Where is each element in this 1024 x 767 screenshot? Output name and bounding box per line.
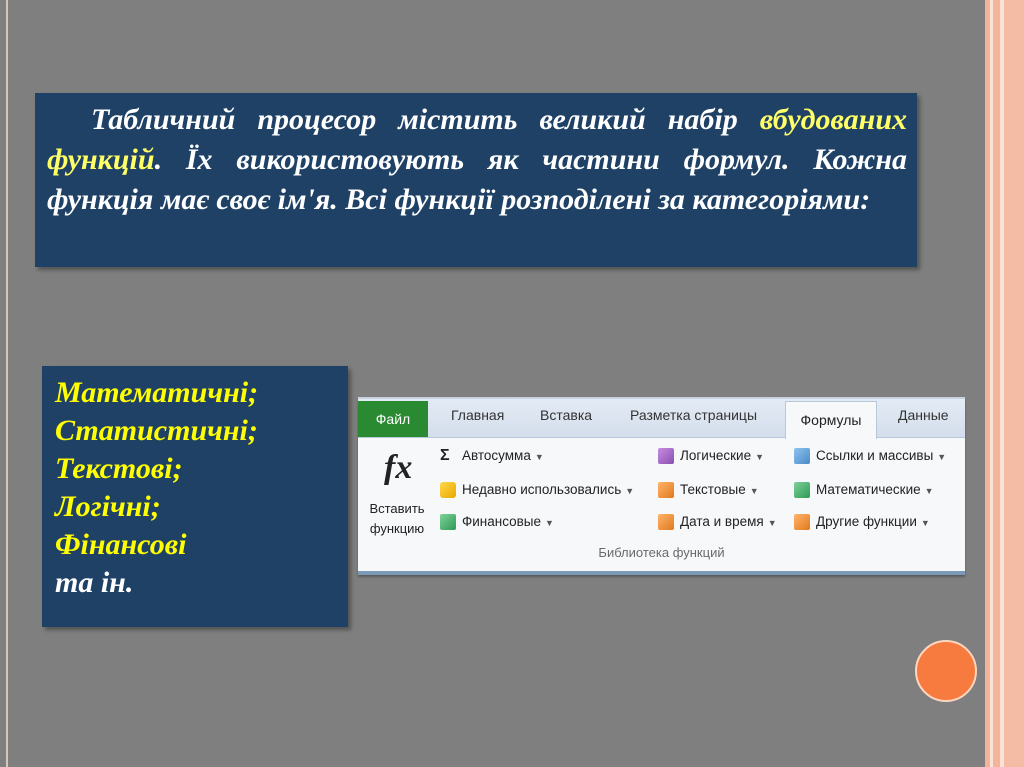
decor-stripe xyxy=(1004,0,1024,767)
dropdown-arrow-icon: ▼ xyxy=(924,486,934,496)
insert-function-line1: Вставить xyxy=(369,501,425,516)
tab-data[interactable]: Данные xyxy=(898,407,949,423)
more-functions-label: Другие функции ▼ xyxy=(816,514,930,529)
sigma-icon: Σ xyxy=(440,447,450,464)
slide-border-line xyxy=(6,0,8,767)
category-item: Математичні; xyxy=(55,376,259,409)
dropdown-arrow-icon: ▼ xyxy=(749,486,759,496)
financial-book-icon xyxy=(440,514,456,530)
financial-label: Финансовые ▼ xyxy=(462,514,554,529)
category-item: Статистичні; xyxy=(55,414,258,447)
insert-function-label xyxy=(364,499,430,539)
category-item: Текстові; xyxy=(55,452,183,485)
dropdown-arrow-icon: ▼ xyxy=(920,518,930,528)
insert-function-button[interactable] xyxy=(364,443,430,545)
decor-stripe xyxy=(993,0,1000,767)
fx-icon: fx xyxy=(384,449,413,486)
lookup-reference-label: Ссылки и массивы ▼ xyxy=(816,448,947,463)
intro-part1: Табличний процесор містить великий набір xyxy=(91,103,760,136)
function-library-group-label: Библиотека функций xyxy=(598,545,725,560)
tab-insert[interactable]: Вставка xyxy=(540,407,593,423)
insert-function-line2: функцию xyxy=(369,521,425,536)
dropdown-arrow-icon: ▼ xyxy=(755,452,765,462)
text-book-icon xyxy=(658,482,674,498)
category-item: Фінансові xyxy=(55,528,187,561)
autosum-label: Автосумма ▼ xyxy=(462,448,544,463)
text-functions-label: Текстовые ▼ xyxy=(680,482,759,497)
category-item-other: та ін. xyxy=(55,566,134,599)
intro-highlight: вбудованих функцій xyxy=(47,103,907,176)
tab-home[interactable]: Главная xyxy=(451,407,505,423)
categories-list xyxy=(55,374,258,602)
dropdown-arrow-icon: ▼ xyxy=(545,518,554,528)
decor-circle xyxy=(915,640,977,702)
dropdown-arrow-icon: ▼ xyxy=(625,486,635,496)
intro-text xyxy=(47,100,907,220)
category-item: Логічні; xyxy=(55,490,161,523)
more-functions-book-icon xyxy=(794,514,810,530)
lookup-book-icon xyxy=(794,448,810,464)
intro-part2: . Їх використовують як частини формул. Кожна функція має своє ім'я. Всі функції розподілені за категоріями: xyxy=(47,143,907,216)
date-book-icon xyxy=(658,514,674,530)
dropdown-arrow-icon: ▼ xyxy=(534,452,544,462)
math-book-icon xyxy=(794,482,810,498)
tab-formulas[interactable]: Формулы xyxy=(785,401,877,439)
ribbon-tabbar xyxy=(358,399,965,438)
dropdown-arrow-icon: ▼ xyxy=(767,518,777,528)
logical-book-icon xyxy=(658,448,674,464)
star-icon xyxy=(440,482,456,498)
recently-used-label: Недавно использовались ▼ xyxy=(462,482,635,497)
tab-page-layout[interactable]: Разметка страницы xyxy=(630,407,758,423)
dropdown-arrow-icon: ▼ xyxy=(937,452,947,462)
tab-file[interactable]: Файл xyxy=(358,401,428,437)
excel-ribbon-screenshot xyxy=(358,397,965,575)
logical-label: Логические ▼ xyxy=(680,448,765,463)
date-time-label: Дата и время ▼ xyxy=(680,514,777,529)
math-trig-label: Математические ▼ xyxy=(816,482,934,497)
